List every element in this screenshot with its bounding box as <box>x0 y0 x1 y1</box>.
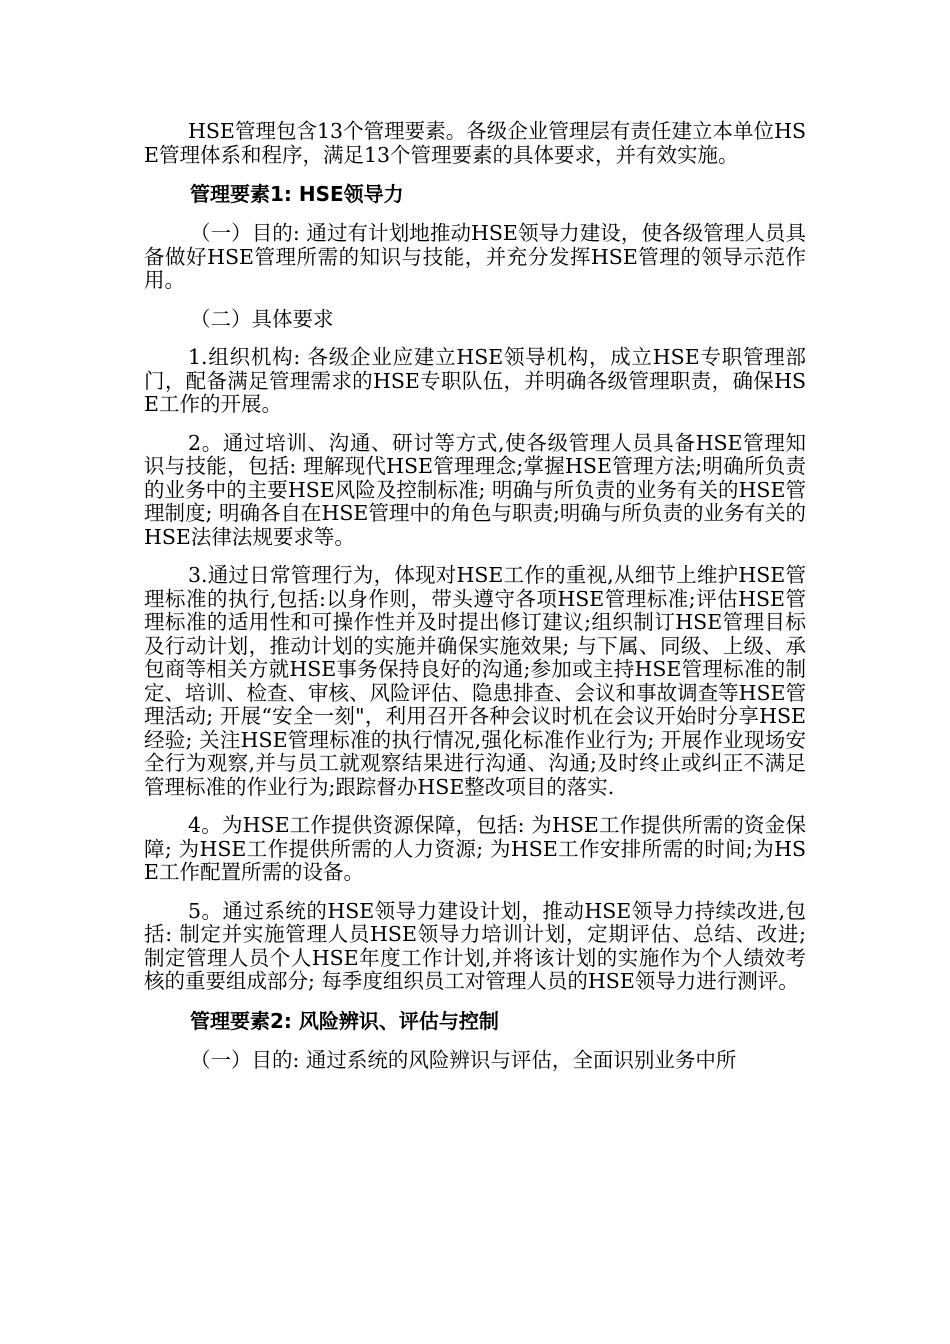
requirement-item-1: 1.组织机构: 各级企业应建立HSE领导机构，成立HSE专职管理部门，配备满足管理需求的HSE专职队伍，并明确各级管理职责，确保HSE工作的开展。 <box>144 345 806 416</box>
requirement-item-3: 3.通过日常管理行为，体现对HSE工作的重视,从细节上维护HSE管理标准的执行,包括:以身作则，带头遵守各项HSE管理标准;评估HSE管理标准的适用性和可操作性并及时提出修订建议;组织制订HSE管理目标及行动计划，推动计划的实施并确保实施效果; 与下属、同级、上级、承包商等相关方就HSE事务保持良好的沟通;参加或主持HSE管理标准的制定、培训、检查、审核、风险评估、隐患排查、会议和事故调查等HSE管理活动; 开展“安全一刻"，利用召开各种会议时机在会议开始时分享HSE经验; 关注HSE管理标准的执行情况,强化标准作业行为; 开展作业现场安全行为观察,并与员工就观察结果进行沟通、沟通;及时终止或纠正不满足管理标准的作业行为;跟踪督办HSE整改项目的落实. <box>144 563 806 799</box>
requirement-item-5: 5。通过系统的HSE领导力建设计划，推动HSE领导力持续改进,包括: 制定并实施管理人员HSE领导力培训计划，定期评估、总结、改进; 制定管理人员个人HSE年度工作计划,并将该计划的实施作为个人绩效考核的重要组成部分; 每季度组织员工对管理人员的HSE领导力进行测评。 <box>144 898 806 993</box>
element2-purpose: （一）目的: 通过系统的风险辨识与评估，全面识别业务中所 <box>190 1047 737 1072</box>
element2-heading: 管理要素2: 风险辨识、评估与控制 <box>190 1008 499 1033</box>
document-page <box>144 120 806 1087</box>
element1-heading: 管理要素1: HSE领导力 <box>190 182 404 206</box>
element1-purpose: （一）目的: 通过有计划地推动HSE领导力建设，使各级管理人员具备做好HSE管理所需的知识与技能，并充分发挥HSE管理的领导示范作用。 <box>144 221 806 292</box>
requirement-item-2: 2。通过培训、沟通、研讨等方式,使各级管理人员具备HSE管理知识与技能，包括: 理解现代HSE管理理念;掌握HSE管理方法;明确所负责的业务中的主要HSE风险及控制标准; 明确与所负责的业务有关的HSE管理制度; 明确各自在HSE管理中的角色与职责;明确与所负责的业务有关的HSE法律法规要求等。 <box>144 430 806 549</box>
intro-paragraph: HSE管理包含13个管理要素。各级企业管理层有责任建立本单位HSE管理体系和程序，满足13个管理要素的具体要求，并有效实施。 <box>144 119 806 167</box>
requirement-item-4: 4。为HSE工作提供资源保障，包括: 为HSE工作提供所需的资金保障; 为HSE工作提供所需的人力资源; 为HSE工作安排所需的时间;为HSE工作配置所需的设备。 <box>144 813 806 884</box>
element1-requirements-heading: （二）具体要求 <box>190 306 334 331</box>
